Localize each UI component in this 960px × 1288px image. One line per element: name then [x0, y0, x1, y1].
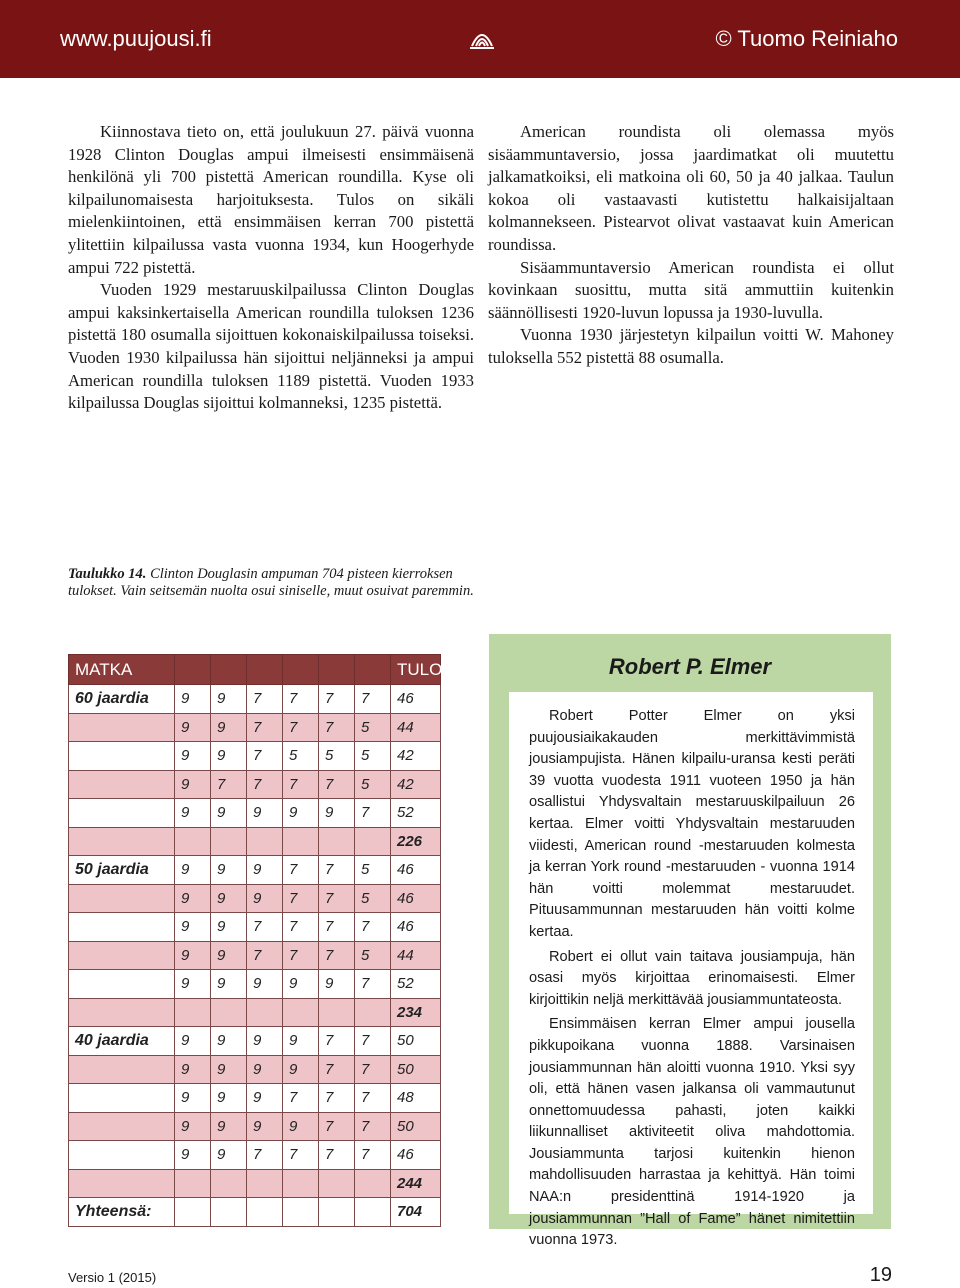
row-label-cell: 40 jaardia [69, 1027, 175, 1056]
row-total-cell: 52 [391, 970, 441, 999]
score-cell: 7 [355, 1084, 391, 1113]
score-cell [319, 998, 355, 1027]
row-total-cell: 50 [391, 1112, 441, 1141]
score-cell: 9 [211, 1141, 247, 1170]
score-cell [175, 827, 211, 856]
score-cell: 9 [211, 1027, 247, 1056]
row-label-cell [69, 913, 175, 942]
table-row [69, 941, 441, 970]
table-header-cell: MATKA [69, 655, 175, 685]
score-cell: 7 [283, 685, 319, 714]
score-cell: 7 [319, 1141, 355, 1170]
bio-box [489, 634, 891, 1249]
score-cell: 9 [319, 970, 355, 999]
row-label-cell: 50 jaardia [69, 856, 175, 885]
score-cell: 5 [355, 941, 391, 970]
score-cell: 9 [175, 913, 211, 942]
page-header [0, 0, 960, 78]
score-cell: 9 [211, 1055, 247, 1084]
score-cell: 9 [247, 884, 283, 913]
score-cell: 7 [355, 1112, 391, 1141]
score-cell [211, 827, 247, 856]
table-row [69, 770, 441, 799]
caption-label: Taulukko 14. [68, 566, 147, 582]
score-cell [319, 1169, 355, 1198]
table-row [69, 799, 441, 828]
score-cell: 7 [355, 970, 391, 999]
row-label-cell [69, 884, 175, 913]
score-cell: 9 [175, 856, 211, 885]
score-cell: 7 [247, 742, 283, 771]
score-cell [247, 1169, 283, 1198]
score-cell: 9 [211, 713, 247, 742]
row-total-cell: 42 [391, 770, 441, 799]
paragraph: Vuonna 1930 järjestetyn kilpailun voitti W. Mahoney tuloksella 552 pistettä 88 osumalla. [488, 325, 894, 367]
score-cell: 7 [355, 799, 391, 828]
score-cell: 7 [283, 770, 319, 799]
table-header-cell [355, 655, 391, 685]
table-header-row [69, 655, 441, 685]
score-cell: 7 [247, 913, 283, 942]
left-text-column [68, 121, 474, 415]
score-cell: 9 [175, 1027, 211, 1056]
paragraph: Ensimmäisen kerran Elmer ampui jousella pikkupoikana vuonna 1888. Varsinaisen jousiammunnan hän aloitti vuonna 1910. Yksi syy oli, että hänen vasen jalkansa oli vammautunut onnettomuudessa pahasti, joten kaikki liikunnalliset aktiviteetit oliva mahdottomia. Jousiammunta tarjosi kuitenkin hienon mahdollisuuden harrastaa ja kehittyä. Hän toimi NAA:n presidenttinä 1914-1920 ja jousiammunnan ”Hall of Fame” hänet nimitettiin vuonna 1973. [529, 1016, 855, 1249]
row-label-cell [69, 742, 175, 771]
table-row [69, 1141, 441, 1170]
score-cell: 9 [175, 1141, 211, 1170]
score-cell [211, 1198, 247, 1227]
score-cell: 5 [355, 713, 391, 742]
score-cell [247, 998, 283, 1027]
score-cell: 7 [319, 685, 355, 714]
score-cell: 9 [319, 799, 355, 828]
score-cell [175, 1169, 211, 1198]
score-cell: 9 [283, 799, 319, 828]
score-cell: 7 [319, 913, 355, 942]
score-cell [319, 827, 355, 856]
score-cell: 9 [211, 970, 247, 999]
table-row [69, 1169, 441, 1198]
score-cell: 7 [319, 770, 355, 799]
score-cell: 9 [247, 1084, 283, 1113]
score-cell: 9 [247, 799, 283, 828]
score-cell: 5 [355, 856, 391, 885]
score-cell: 9 [211, 799, 247, 828]
score-cell: 7 [247, 1141, 283, 1170]
score-cell: 9 [175, 742, 211, 771]
score-cell [283, 998, 319, 1027]
paragraph: Kiinnostava tieto on, että joulukuun 27. päivä vuonna 1928 Clinton Douglas ampui ilmeisesti ensimmäisenä henkilönä yli 700 pistettä American roundilla. Kyse oli kilpailunomaisesta harjoituksesta. Tulos on sikäli mielenkiintoinen, että ensimmäisen kerran 700 pistettä ylitettiin kilpailussa vasta vuonna 1934, kun Hoogerhyde ampui 722 pistettä. [68, 122, 474, 277]
score-cell: 7 [283, 856, 319, 885]
score-cell: 9 [175, 685, 211, 714]
row-total-cell: 42 [391, 742, 441, 771]
score-cell: 9 [175, 970, 211, 999]
score-cell: 9 [175, 1112, 211, 1141]
score-cell [211, 1169, 247, 1198]
table-header-cell [247, 655, 283, 685]
score-cell [175, 1198, 211, 1227]
row-label-cell: 60 jaardia [69, 685, 175, 714]
table-header-cell [175, 655, 211, 685]
table-header-cell: TULOS [391, 655, 441, 685]
score-cell: 9 [211, 685, 247, 714]
bio-text [509, 692, 873, 1249]
table-row [69, 1112, 441, 1141]
score-cell: 7 [319, 1112, 355, 1141]
score-cell [211, 998, 247, 1027]
score-cell: 9 [175, 1055, 211, 1084]
score-cell: 5 [283, 742, 319, 771]
score-cell [247, 1198, 283, 1227]
row-total-cell: 244 [391, 1169, 441, 1198]
score-cell: 7 [247, 941, 283, 970]
score-cell: 7 [319, 884, 355, 913]
table-caption [68, 566, 478, 600]
score-cell: 9 [211, 1084, 247, 1113]
score-cell: 9 [283, 1027, 319, 1056]
score-cell: 5 [355, 770, 391, 799]
score-cell [247, 827, 283, 856]
row-total-cell: 46 [391, 884, 441, 913]
row-total-cell: 46 [391, 685, 441, 714]
table-row [69, 884, 441, 913]
score-cell: 7 [211, 770, 247, 799]
score-cell [355, 1169, 391, 1198]
table-row [69, 856, 441, 885]
score-cell: 9 [175, 799, 211, 828]
score-cell: 9 [211, 856, 247, 885]
score-cell: 9 [175, 770, 211, 799]
paragraph: Robert Potter Elmer on yksi puujousiaikakauden merkittävimmistä jousiampujista. Hänen kilpailu-uransa kesti peräti 39 vuotta vuodesta 1911 vuoteen 1950 ja hän osallistui Yhdysvaltain mestaruuskilpailuun 26 kertaa. Elmer voitti Yhdysvaltain mestaruuden viidesti, American round -mestaruuden kolmesta ja kerran York round -mestaruuden - vuonna 1914 hän voitti molemmat mestaruudet. Pituusammunnan mestaruuden hän voitti kolme kertaa. [529, 708, 855, 940]
copyright-notice: © Tuomo Reiniaho [715, 26, 898, 51]
score-cell: 9 [175, 941, 211, 970]
score-cell: 9 [211, 884, 247, 913]
score-cell: 7 [247, 685, 283, 714]
row-total-cell: 44 [391, 713, 441, 742]
table-row [69, 742, 441, 771]
row-total-cell: 46 [391, 913, 441, 942]
row-label-cell [69, 998, 175, 1027]
paragraph: Vuoden 1929 mestaruuskilpailussa Clinton Douglas ampui kaksinkertaisella American roundilla tuloksen 1236 pistettä 180 osumalla sijoittuen kokonaiskilpailussa toiseksi. Vuoden 1930 kilpailussa hän sijoittui neljänneksi ja ampui American roundilla tuloksen 1189 pistettä. Vuoden 1933 kilpailussa Douglas sijoittui kolmanneksi, 1235 pistettä. [68, 280, 474, 413]
row-label-cell [69, 1055, 175, 1084]
score-cell: 7 [283, 941, 319, 970]
score-cell [355, 998, 391, 1027]
row-label-cell [69, 1169, 175, 1198]
table-row [69, 685, 441, 714]
score-cell: 9 [175, 713, 211, 742]
row-label-cell [69, 770, 175, 799]
table-row [69, 1084, 441, 1113]
score-cell: 7 [355, 1141, 391, 1170]
score-cell: 7 [319, 1084, 355, 1113]
row-total-cell: 226 [391, 827, 441, 856]
row-label-cell [69, 1141, 175, 1170]
table-header-cell [283, 655, 319, 685]
table-row [69, 1055, 441, 1084]
score-cell: 7 [319, 856, 355, 885]
row-label-cell [69, 941, 175, 970]
score-cell: 7 [283, 884, 319, 913]
table-row [69, 713, 441, 742]
score-cell: 5 [319, 742, 355, 771]
score-cell: 7 [247, 713, 283, 742]
score-cell: 9 [247, 1027, 283, 1056]
score-cell [175, 998, 211, 1027]
row-total-cell: 50 [391, 1027, 441, 1056]
score-cell [355, 1198, 391, 1227]
version-label: Versio 1 (2015) [68, 1270, 157, 1285]
score-cell: 9 [175, 884, 211, 913]
score-cell [319, 1198, 355, 1227]
row-label-cell [69, 1112, 175, 1141]
paragraph: Sisäammuntaversio American roundista ei ollut kovinkaan suosittu, mutta sitä ammuttiin kuitenkin säännöllisesti 1920-luvun lopussa ja 1930-luvulla. [488, 257, 894, 322]
score-cell: 7 [283, 1084, 319, 1113]
score-cell [355, 827, 391, 856]
caption-text: Clinton Douglasin ampuman 704 pisteen kierroksen tulokset. Vain seitsemän nuolta osui siniselle, muut osuivat paremmin. [68, 566, 474, 599]
table-row [69, 998, 441, 1027]
score-cell: 7 [319, 713, 355, 742]
row-total-cell: 44 [391, 941, 441, 970]
score-cell: 9 [247, 1055, 283, 1084]
row-label-cell: Yhteensä: [69, 1198, 175, 1227]
score-cell: 9 [247, 856, 283, 885]
score-cell [283, 827, 319, 856]
table-header-cell [319, 655, 355, 685]
score-cell: 7 [355, 685, 391, 714]
page-number: 19 [869, 1264, 892, 1286]
score-cell [283, 1169, 319, 1198]
score-cell: 7 [283, 713, 319, 742]
score-cell [283, 1198, 319, 1227]
score-cell: 9 [283, 970, 319, 999]
score-cell: 9 [283, 1055, 319, 1084]
score-cell: 7 [319, 1027, 355, 1056]
paragraph: Robert ei ollut vain taitava jousiampuja, hän osasi myös kirjoittaa erinomaisesti. Elmer kirjoittikin neljä merkittävää jousiammuntateosta. [529, 948, 855, 1008]
row-label-cell [69, 970, 175, 999]
bow-ornament-icon [468, 22, 496, 52]
score-cell: 9 [175, 1084, 211, 1113]
right-text-column [488, 121, 894, 370]
score-cell: 7 [355, 1027, 391, 1056]
paragraph: American roundista oli olemassa myös sisäammuntaversio, jossa jaardimatkat oli muutettu jalkamatkoiksi, eli matkoina oli 60, 50 ja 40 jalkaa. Taulun kokoa oli vastaavasti kutistettu halkaisijaltaan kolmannekseen. Pistearvot olivat vastaavat kuin American roundissa. [488, 122, 894, 254]
score-cell: 7 [319, 1055, 355, 1084]
row-total-cell: 50 [391, 1055, 441, 1084]
row-total-cell: 48 [391, 1084, 441, 1113]
row-total-cell: 46 [391, 856, 441, 885]
score-cell: 5 [355, 884, 391, 913]
row-total-cell: 52 [391, 799, 441, 828]
score-cell: 9 [211, 742, 247, 771]
score-table [68, 654, 454, 1227]
site-url[interactable]: www.puujousi.fi [60, 26, 212, 51]
table-row [69, 1027, 441, 1056]
table-row [69, 827, 441, 856]
score-cell: 5 [355, 742, 391, 771]
table-row [69, 970, 441, 999]
row-label-cell [69, 713, 175, 742]
table-row [69, 1198, 441, 1227]
row-label-cell [69, 1084, 175, 1113]
bio-title: Robert P. Elmer [608, 654, 772, 679]
row-total-cell: 704 [391, 1198, 441, 1227]
score-cell: 9 [247, 1112, 283, 1141]
table-row [69, 913, 441, 942]
score-cell: 9 [211, 941, 247, 970]
row-label-cell [69, 799, 175, 828]
score-cell: 9 [211, 1112, 247, 1141]
score-cell: 9 [211, 913, 247, 942]
score-cell: 7 [319, 941, 355, 970]
score-cell: 9 [283, 1112, 319, 1141]
score-cell: 7 [355, 913, 391, 942]
row-total-cell: 234 [391, 998, 441, 1027]
row-total-cell: 46 [391, 1141, 441, 1170]
row-label-cell [69, 827, 175, 856]
score-cell: 7 [283, 913, 319, 942]
score-cell: 9 [247, 970, 283, 999]
score-cell: 7 [283, 1141, 319, 1170]
score-cell: 7 [355, 1055, 391, 1084]
table-header-cell [211, 655, 247, 685]
score-cell: 7 [247, 770, 283, 799]
